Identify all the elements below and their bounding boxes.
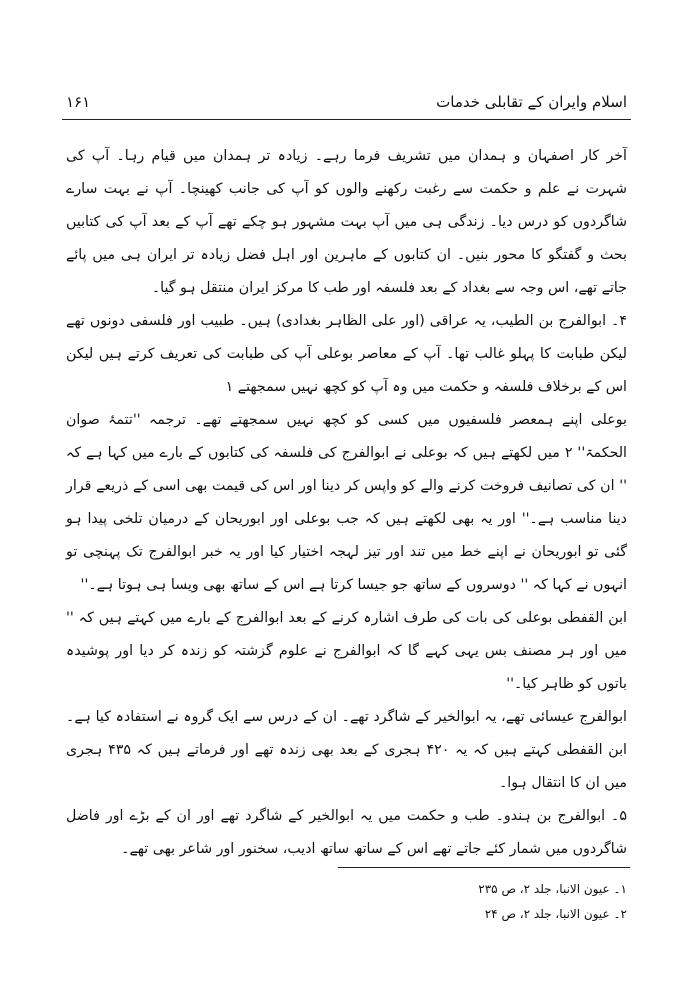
paragraph-1: آخر کار اصفہان و ہمدان میں تشریف فرما رہے۔ زیادہ تر ہمدان میں قیام رہا۔ آپ کی شہرت نے علم و حکمت سے رغبت رکھنے والوں کو آپ کی جانب کھینچا۔ آپ نے بہت سارے شاگردوں کو درس دیا۔ زندگی ہی میں آپ بہت مشہور ہو چکے تھے آپ کے بعد آپ کی کتابیں بحث و گفتگو کا محور بنیں۔ ان کتابوں کے ماہرین اور اہل فضل زیادہ تر ایران ہی میں پائے جاتے تھے، اس وجہ سے بغداد کے بعد فلسفہ اور طب کا مرکز ایران منتقل ہو گیا۔ xyxy=(66,148,627,296)
paragraph-5: ابوالفرج عیسائی تھے، یہ ابوالخیر کے شاگرد تھے۔ ان کے درس سے ایک گروہ نے استفادہ کیا ہے۔ ابن القفطی کہتے ہیں کہ یہ ۴۲۰ ہجری کے بعد بھی زندہ تھے اور فرماتے ہیں کہ ۴۳۵ ہجری میں ان کا انتقال ہوا۔ xyxy=(66,709,627,791)
paragraph-6: ۵۔ ابوالفرج بن ہندو۔ طب و حکمت میں یہ ابوالخیر کے شاگرد تھے اور ان کے بڑے اور فاضل شاگردوں میں شمار کئے جاتے تھے اس کے ساتھ ساتھ ادیب، سخنور اور شاعر بھی تھے۔ xyxy=(66,808,627,857)
footnote-divider xyxy=(338,867,630,868)
paragraph-2: ۴۔ ابوالفرج بن الطیب، یہ عراقی (اور علی الظاہر بغدادی) ہیں۔ طبیب اور فلسفی دونوں تھے لیکن طبابت کا پہلو غالب تھا۔ آپ کے معاصر بوعلی آپ کی طبابت کی تعریف کرتے ہیں لیکن اس کے برخلاف فلسفہ و حکمت میں وہ آپ کو کچھ نہیں سمجھتے ۱ xyxy=(66,313,627,395)
footnote-2: ۲۔ عیون الانبا، جلد ۲، ص ۲۴ xyxy=(484,907,627,921)
running-header-title: اسلام وایران کے تقابلی خدمات xyxy=(436,93,627,111)
footnote-1: ۱۔ عیون الانبا، جلد ۲، ص ۲۳۵ xyxy=(478,882,627,896)
body-text xyxy=(66,140,627,866)
footnotes xyxy=(66,877,627,927)
page-number: ۱۶۱ xyxy=(66,93,91,111)
paragraph-4: ابن القفطی بوعلی کی بات کی طرف اشارہ کرنے کے بعد ابوالفرج کے بارے میں کہتے ہیں کہ '' میں اور ہر مصنف بس یہی کہے گا کہ ابوالفرج نے علوم گزشتہ کو زندہ کر دیا اور پوشیدہ باتوں کو ظاہر کیا۔'' xyxy=(66,610,627,692)
header-divider xyxy=(62,119,631,120)
paragraph-3: بوعلی اپنے ہمعصر فلسفیوں میں کسی کو کچھ نہیں سمجھتے تھے۔ ترجمہ ''تتمۂ صوان الحکمۃ'' ۲ میں لکھتے ہیں کہ بوعلی نے ابوالفرج کی فلسفہ کی کتابوں کے بارے میں کہا ہے کہ '' ان کی تصانیف فروخت کرنے والے کو واپس کر دینا اور اس کی قیمت بھی اسی کے ذریعے قرار دینا مناسب ہے۔'' اور یہ بھی لکھتے ہیں کہ جب بوعلی اور ابوریحان کے درمیان تلخی پیدا ہو گئی تو ابوریحان نے اپنے خط میں تند اور تیز لہجہ اختیار کیا اور یہ خبر ابوالفرج تک پہنچی تو انہوں نے کہا کہ '' دوسروں کے ساتھ جو جیسا کرتا ہے اس کے ساتھ بھی ویسا ہی ہوتا ہے۔'' xyxy=(66,412,627,593)
